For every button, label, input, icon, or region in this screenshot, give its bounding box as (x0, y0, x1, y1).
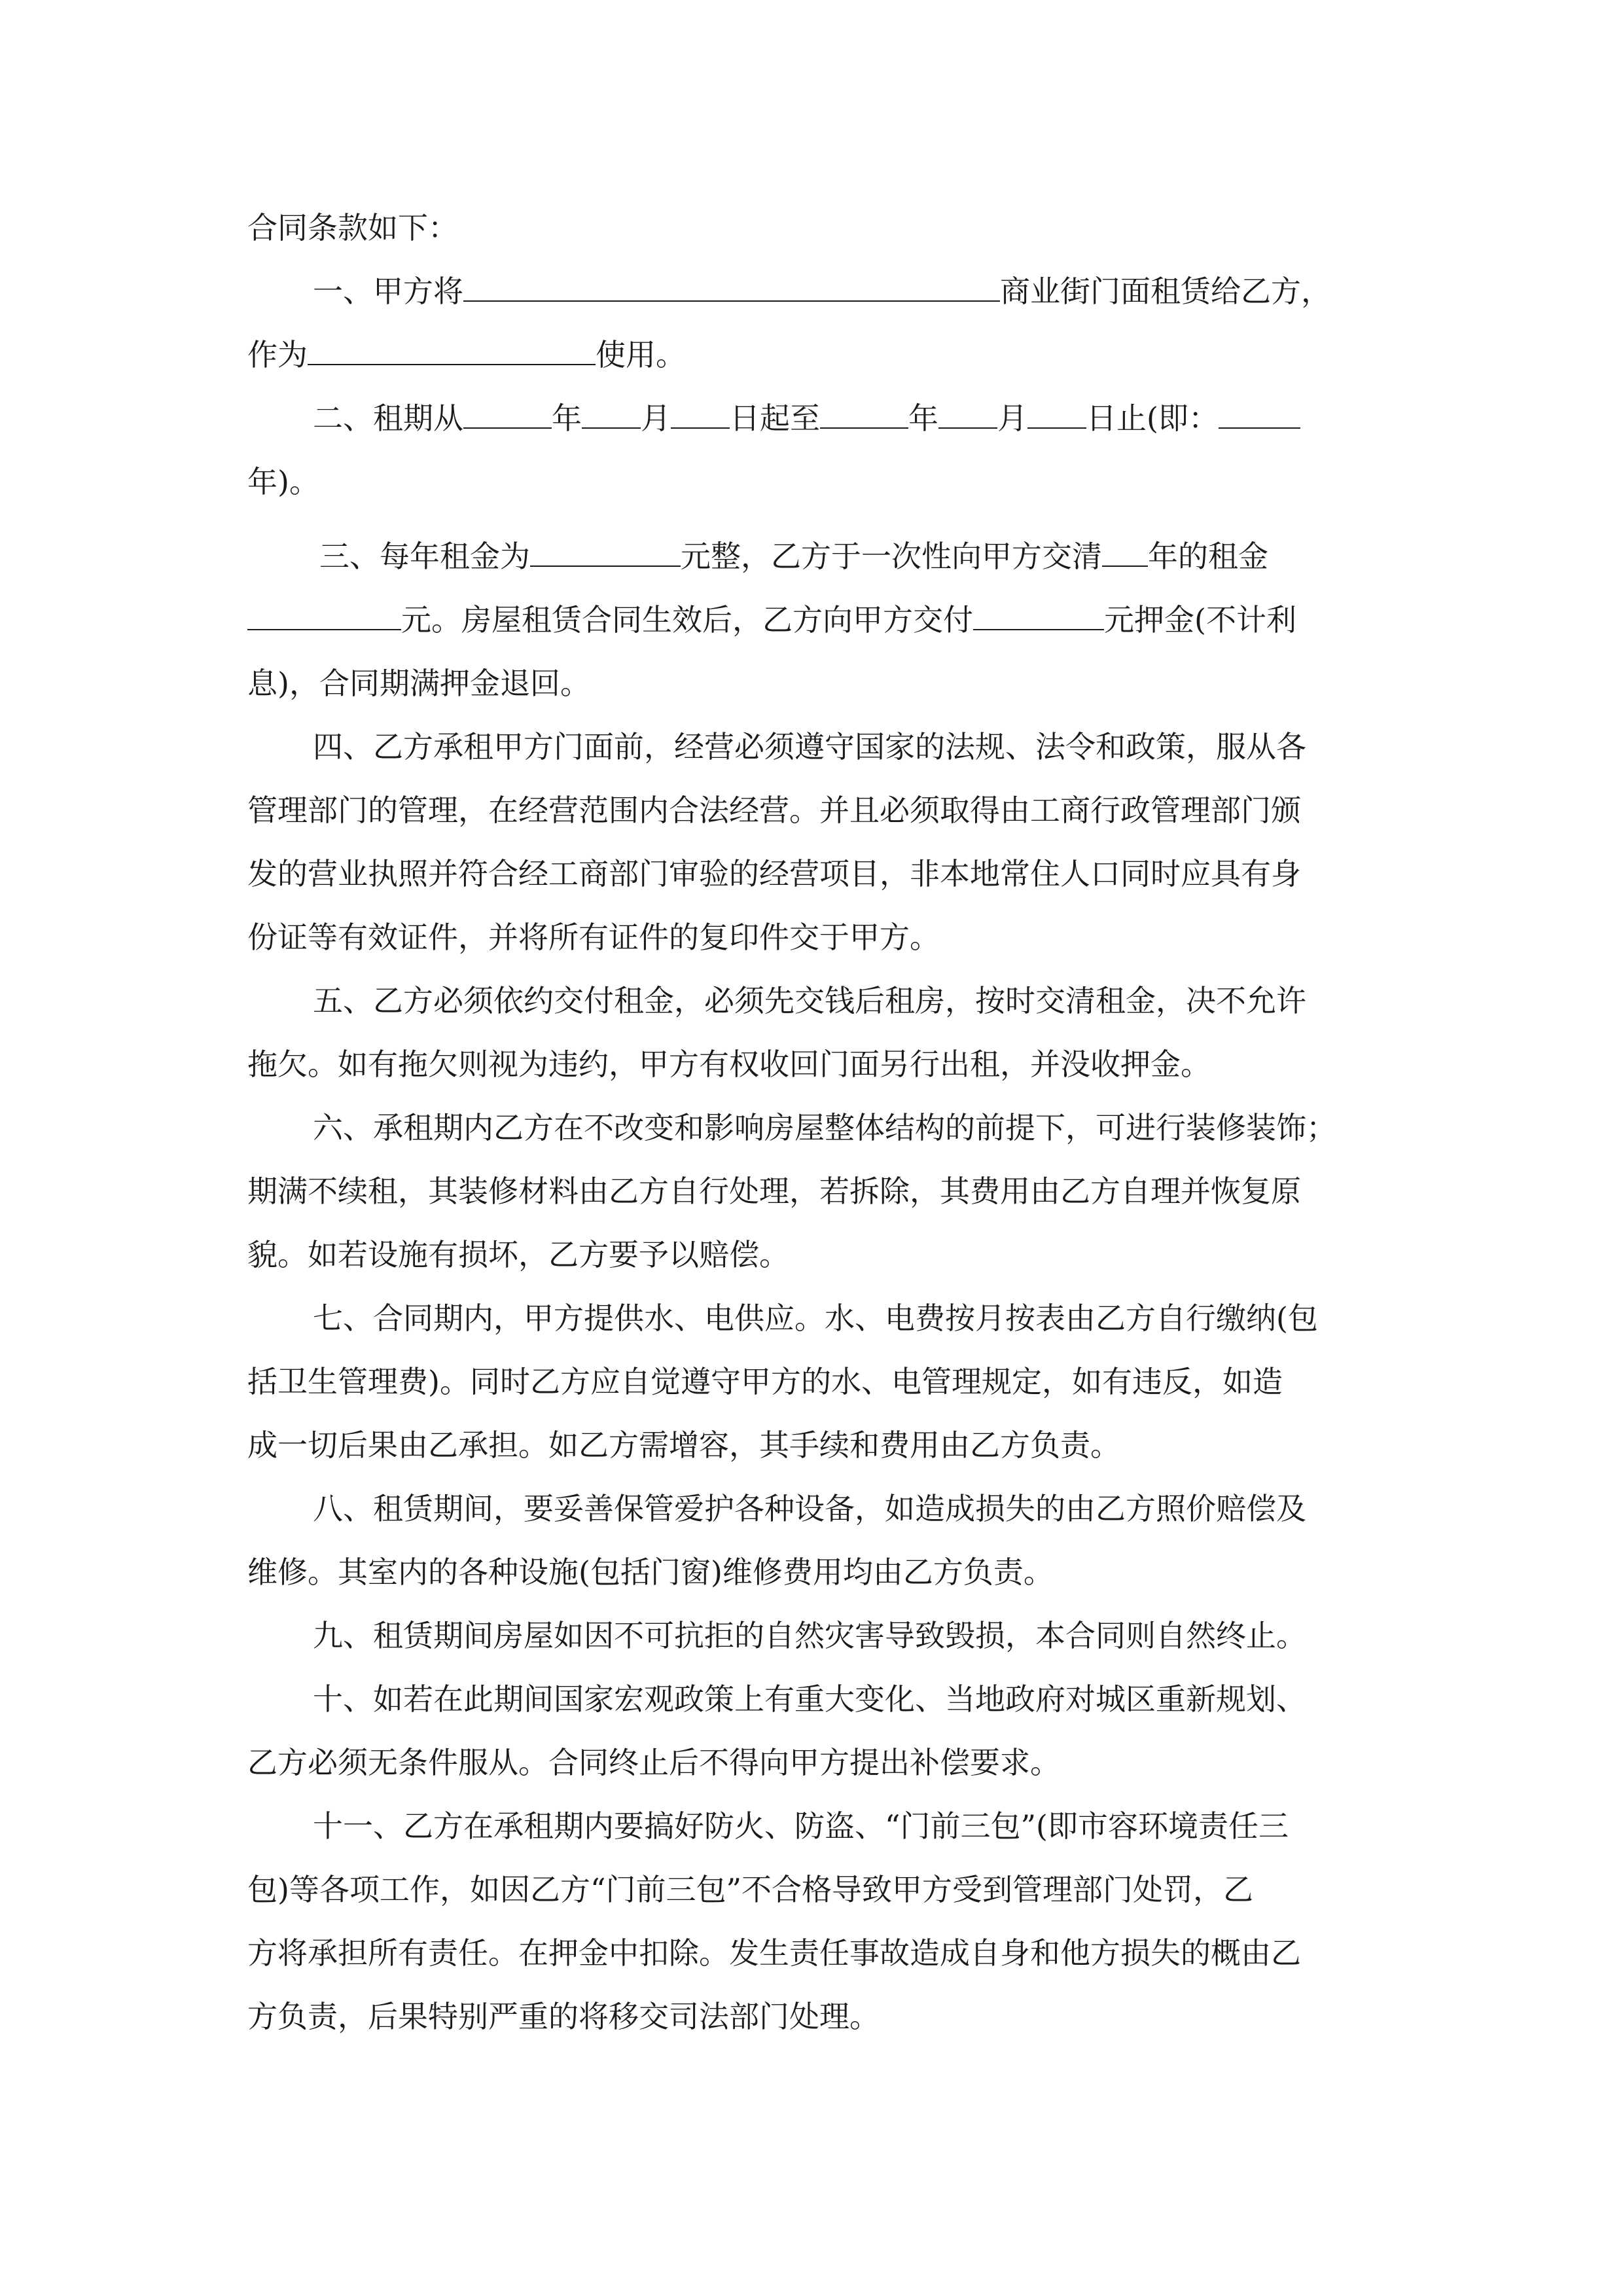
clause-10-line: 乙方必须无条件服从。合同终止后不得向甲方提出补偿要求。 (247, 1745, 1060, 1780)
clause-3-text: 元整，乙方于一次性向甲方交清 (681, 539, 1102, 574)
intro-line: 合同条款如下： (247, 210, 458, 245)
clause-3-line-1 (247, 525, 1386, 588)
clause-8-line: 八、租赁期间，要妥善保管爱护各种设备，如造成损失的由乙方照价赔偿及 (313, 1491, 1306, 1526)
clause-7-line: 成一切后果由乙承担。如乙方需增容，其手续和费用由乙方负责。 (247, 1427, 1120, 1463)
blank-field (463, 274, 1000, 302)
clause-5-line: 五、乙方必须依约交付租金，必须先交钱后租房，按时交清租金，决不允许 (313, 983, 1306, 1018)
blank-field (820, 401, 908, 429)
clause-6-line: 貌。如若设施有损坏，乙方要予以赔偿。 (247, 1237, 789, 1272)
clause-2-line-2 (247, 450, 1386, 514)
blank-field (530, 539, 681, 567)
clause-2-text: 日起至 (730, 401, 820, 436)
clause-11-line: 方负责，后果特别严重的将移交司法部门处理。 (247, 1999, 880, 2034)
blank-field (308, 338, 596, 365)
clause-3-text: 年的租金 (1148, 539, 1268, 574)
clause-8-line: 维修。其室内的各种设施(包括门窗)维修费用均由乙方负责。 (247, 1554, 1054, 1590)
clause-11-line: 十一、乙方在承租期内要搞好防火、防盗、“门前三包”(即市容环境责任三 (313, 1808, 1289, 1844)
clause-10-line: 十、如若在此期间国家宏观政策上有重大变化、当地政府对城区重新规划、 (313, 1681, 1306, 1717)
blank-field (1102, 539, 1148, 567)
clause-2-text: 日止(即： (1086, 401, 1219, 436)
clause-4-line: 四、乙方承租甲方门面前，经营必须遵守国家的法规、法令和政策，服从各 (313, 729, 1306, 764)
clause-1-text: 商业街门面租赁给乙方， (1000, 274, 1331, 309)
blank-field (973, 603, 1104, 630)
clause-2-text: 年 (552, 401, 582, 436)
clause-2-text: 二、租期从 (313, 401, 463, 436)
clause-3-text: 元押金(不计利 (1104, 602, 1296, 637)
blank-field (1027, 401, 1086, 429)
clause-5-line: 拖欠。如有拖欠则视为违约，甲方有权收回门面另行出租，并没收押金。 (247, 1047, 1211, 1082)
clause-1-text: 一、甲方将 (313, 274, 463, 309)
clause-4-line: 发的营业执照并符合经工商部门审验的经营项目，非本地常住人口同时应具有身 (247, 856, 1301, 891)
clause-2-text: 月 (997, 401, 1027, 436)
clause-6-line: 期满不续租，其装修材料由乙方自行处理，若拆除，其费用由乙方自理并恢复原 (247, 1174, 1301, 1209)
clause-3-line-3 (247, 652, 1386, 715)
clause-1-text: 作为 (247, 337, 308, 372)
clause-2-text: 月 (641, 401, 671, 436)
blank-field (582, 401, 641, 429)
clause-1-line-1 (247, 260, 1386, 323)
clause-6-line: 六、承租期内乙方在不改变和影响房屋整体结构的前提下，可进行装修装饰； (313, 1110, 1336, 1145)
clause-2-text: 年)。 (247, 464, 319, 499)
clause-9-line: 九、租赁期间房屋如因不可抗拒的自然灾害导致毁损，本合同则自然终止。 (313, 1618, 1306, 1653)
clause-2-line-1 (247, 387, 1386, 450)
clause-11-line: 包)等各项工作，如因乙方“门前三包”不合格导致甲方受到管理部门处罚，乙 (247, 1872, 1253, 1907)
clause-3-text: 元。房屋租赁合同生效后，乙方向甲方交付 (401, 602, 973, 637)
clause-1-line-2 (247, 323, 1386, 387)
clause-3-text: 息)，合同期满押金退回。 (247, 666, 590, 701)
blank-field (1219, 401, 1300, 429)
clause-3-text: 三、每年租金为 (319, 539, 530, 574)
blank-field (671, 401, 730, 429)
clause-4-line: 管理部门的管理，在经营范围内合法经营。并且必须取得由工商行政管理部门颁 (247, 793, 1301, 828)
blank-field (938, 401, 997, 429)
clause-11-line: 方将承担所有责任。在押金中扣除。发生责任事故造成自身和他方损失的概由乙 (247, 1935, 1301, 1971)
clause-7-line: 七、合同期内，甲方提供水、电供应。水、电费按月按表由乙方自行缴纳(包 (313, 1300, 1318, 1336)
contract-body (247, 196, 1386, 2049)
clause-4-line: 份证等有效证件，并将所有证件的复印件交于甲方。 (247, 920, 940, 955)
clause-3-line-2 (247, 588, 1386, 652)
clause-1-text: 使用。 (596, 337, 686, 372)
blank-field (247, 603, 401, 630)
clause-2-text: 年 (908, 401, 938, 436)
clause-7-line: 括卫生管理费)。同时乙方应自觉遵守甲方的水、电管理规定，如有违反，如造 (247, 1364, 1283, 1399)
blank-field (463, 401, 552, 429)
